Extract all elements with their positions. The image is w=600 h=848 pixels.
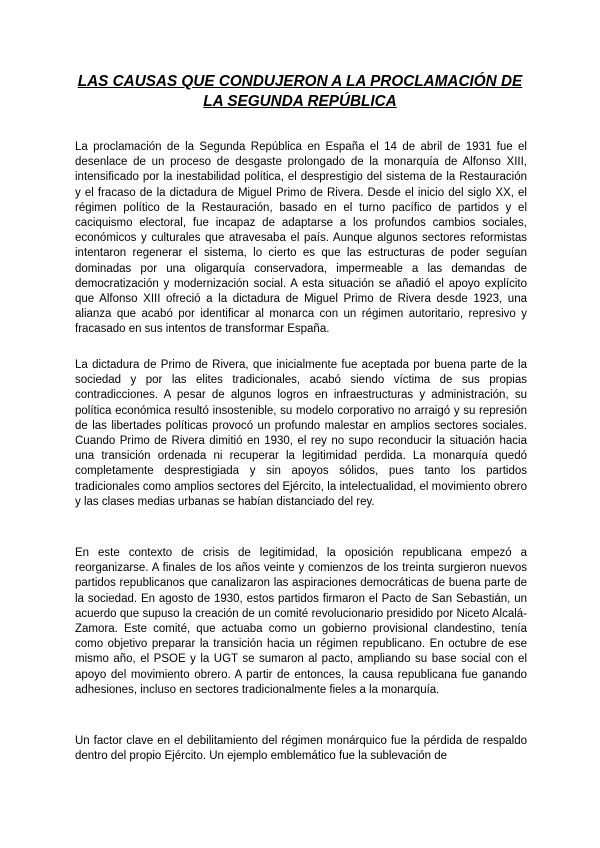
paragraph-4: Un factor clave en el debilitamiento del régimen monárquico fue la pérdida de respaldo dentro del propio Ejército. Un ejemplo emblemático fue la sublevación de — [75, 735, 527, 763]
title-line-1: LAS CAUSAS QUE CONDUJERON A LA PROCLAMACIÓN DE — [77, 73, 523, 90]
title-line-2: LA SEGUNDA REPÚBLICA — [203, 93, 397, 110]
document-title — [60, 72, 540, 112]
paragraph-3: En este contexto de crisis de legitimidad, la oposición republicana empezó a reorganizarse. A finales de los años veinte y comienzos de los treinta surgieron nuevos partidos republicanos que canalizaron las aspiraciones democráticas de buena parte de la sociedad. En agosto de 1930, estos partidos firmaron el Pacto de San Sebastián, un acuerdo que supuso la creación de un comité revolucionario presidido por Niceto Alcalá-Zamora. Este comité, que actuaba como un gobierno provisional clandestino, tenía como objetivo preparar la transición hacia un régimen republicano. En octubre de ese mismo año, el PSOE y la UGT se sumaron al pacto, ampliando su base social con el apoyo del movimiento obrero. A partir de entonces, la causa republicana fue ganando adhesiones, incluso en sectores tradicionalmente fieles a la monarquía. — [75, 547, 527, 696]
paragraph-2: La dictadura de Primo de Rivera, que inicialmente fue aceptada por buena parte de la sociedad y por las elites tradicionales, acabó siendo víctima de sus propias contradicciones. A pesar de algunos logros en infraestructuras y administración, su política económica resultó insostenible, su modelo corporativo no arraigó y su represión de las libertades políticas provocó un profundo malestar en amplios sectores sociales. Cuando Primo de Rivera dimitió en 1930, el rey no supo reconducir la situación hacia una transición ordenada ni recuperar la legitimidad perdida. La monarquía quedó completamente desprestigiada y sin apoyos sólidos, pues tanto los partidos tradicionales como amplios sectores del Ejército, la intelectualidad, el movimiento obrero y las clases medias urbanas se habían distanciado del rey. — [75, 359, 527, 508]
paragraph-1: La proclamación de la Segunda República en España el 14 de abril de 1931 fue el desenlace de un proceso de desgaste prolongado de la monarquía de Alfonso XIII, intensificado por la inestabilidad política, el desprestigio del sistema de la Restauración y el fracaso de la dictadura de Miguel Primo de Rivera. Desde el inicio del siglo XX, el régimen político de la Restauración, basado en el turno pacífico de partidos y el caciquismo electoral, fue incapaz de adaptarse a los profundos cambios sociales, económicos y culturales que atravesaba el país. Aunque algunos sectores reformistas intentaron regenerar el sistema, lo cierto es que las estructuras de poder seguían dominadas por una oligarquía conservadora, impermeable a las demandas de democratización y modernización social. A esta situación se añadió el apoyo explícito que Alfonso XIII ofreció a la dictadura de Miguel Primo de Rivera desde 1923, una alianza que acabó por identificar al monarca con un régimen autoritario, represivo y fracasado en sus intentos de transformar España. — [75, 141, 527, 336]
